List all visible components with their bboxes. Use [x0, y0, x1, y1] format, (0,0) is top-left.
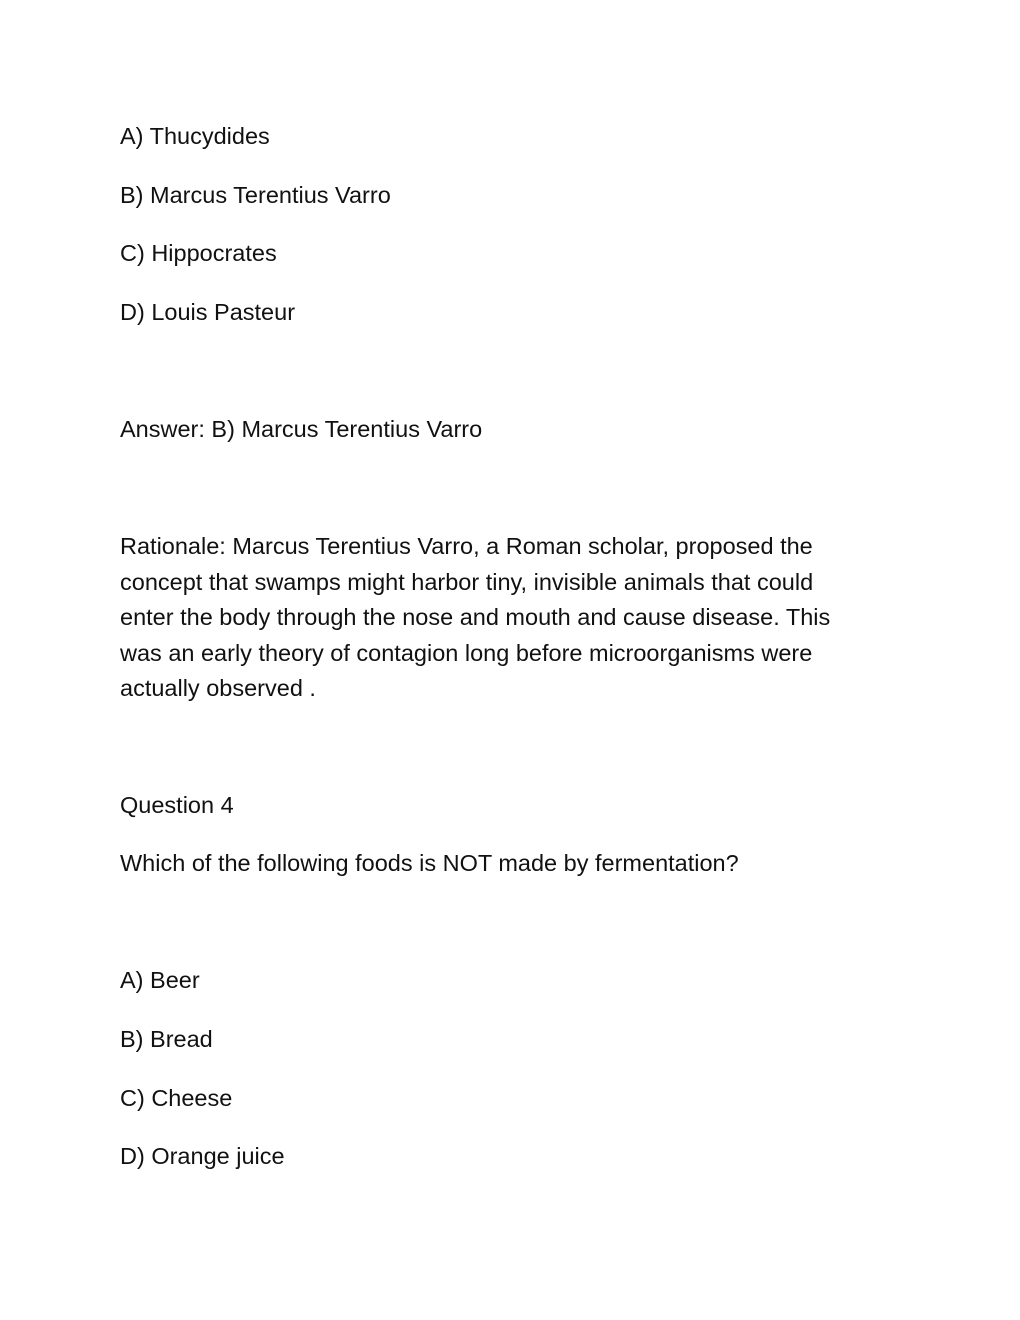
q3-option-b: B) Marcus Terentius Varro [120, 182, 391, 208]
q4-option-a: A) Beer [120, 967, 200, 993]
q4-option-b: B) Bread [120, 1026, 213, 1052]
q4-heading: Question 4 [120, 792, 234, 818]
q4-option-d: D) Orange juice [120, 1143, 285, 1169]
rationale-line: actually observed . [120, 675, 316, 701]
rationale-line: enter the body through the nose and mouth and cause disease. This [120, 604, 831, 630]
q4-prompt: Which of the following foods is NOT made by fermentation? [120, 850, 739, 876]
q3-rationale [120, 529, 880, 707]
rationale-line: concept that swamps might harbor tiny, invisible animals that could [120, 568, 814, 595]
q3-answer: Answer: B) Marcus Terentius Varro [120, 416, 483, 442]
q3-option-a: A) Thucydides [120, 123, 270, 149]
rationale-line: Rationale: Marcus Terentius Varro, a Roman scholar, proposed the [120, 533, 813, 559]
q4-option-c: C) Cheese [120, 1085, 233, 1111]
rationale-line: was an early theory of contagion long before microorganisms were [120, 639, 813, 666]
q3-option-d: D) Louis Pasteur [120, 299, 296, 325]
q3-option-c: C) Hippocrates [120, 240, 277, 266]
